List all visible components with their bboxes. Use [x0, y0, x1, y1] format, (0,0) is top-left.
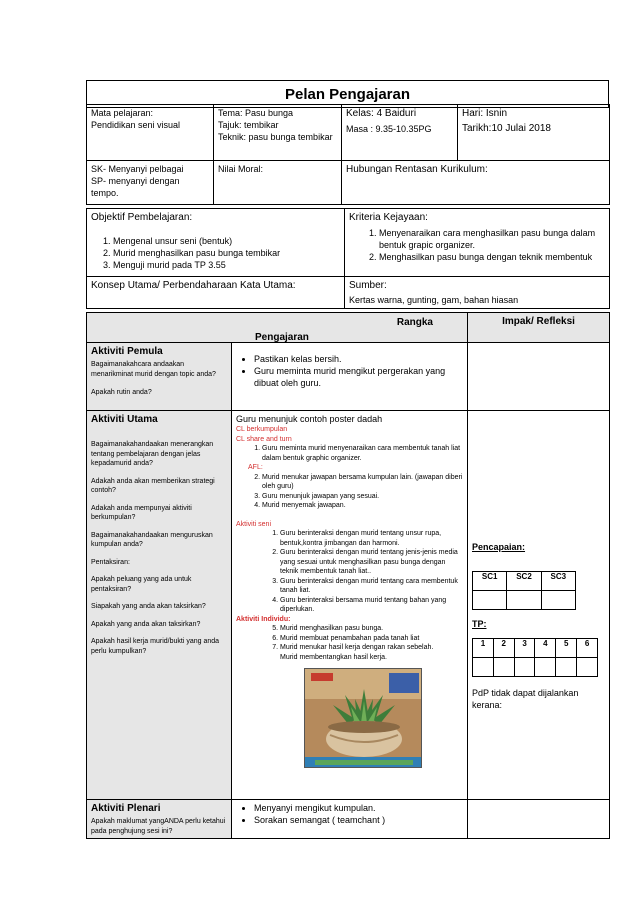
- steps-b-list: [236, 529, 463, 615]
- technique-text: Teknik: pasu bunga tembikar: [218, 132, 333, 142]
- pemula-question-2: Apakah rutin anda?: [91, 389, 152, 396]
- page-title: Pelan Pengajaran: [87, 81, 609, 108]
- list-item: 3. Menguji murid pada TP 3.55: [113, 259, 340, 271]
- impak-label: Impak/ Refleksi: [502, 316, 575, 327]
- date-text: Tarikh:10 Julai 2018: [462, 123, 551, 134]
- plenari-question: Apakah maklumat yangANDA perlu ketahui pada penghujung sesi ini?: [91, 818, 226, 835]
- tp-label: TP:: [472, 619, 487, 629]
- list-item: 2. Murid menukar jawapan bersama kumpulan lain. (jawapan diberi oleh guru): [262, 473, 463, 492]
- tp-checkbox[interactable]: [514, 658, 535, 677]
- list-item: 1. Mengenal unsur seni (bentuk): [113, 235, 340, 247]
- list-item: 6. Murid membuat penambahan pada tanah liat: [280, 634, 463, 644]
- list-item: 1. Guru berinteraksi dengan murid tentang unsur rupa, bentuk,kontra jimbangan dan harmoni.: [280, 529, 463, 548]
- sc-table: [472, 571, 576, 610]
- utama-content-cell: [232, 411, 468, 800]
- objectives-table: [86, 208, 610, 309]
- moral-value-cell: [214, 161, 342, 205]
- title-text: Tajuk: tembikar: [218, 120, 279, 130]
- moral-value-label: Nilai Moral:: [218, 164, 264, 174]
- pdp-note: PdP tidak dapat dijalankan kerana:: [472, 688, 579, 710]
- tp-checkbox[interactable]: [577, 658, 598, 677]
- pengajaran-label: Pengajaran: [255, 332, 309, 343]
- flower-pot-illustration: [305, 669, 422, 768]
- steps-a-list-cont: [236, 473, 463, 511]
- tp-cell: 2: [493, 639, 514, 658]
- rangka-header-cell: [87, 313, 468, 343]
- utama-question: Siapakah yang anda akan taksirkan?: [91, 603, 206, 610]
- sc-cell: SC1: [473, 572, 507, 591]
- source-value: Kertas warna, gunting, gam, bahan hiasan: [349, 295, 519, 305]
- individual-activity-label: Aktiviti Individu:: [236, 615, 291, 623]
- subject-cell: [87, 105, 214, 161]
- sp-text: SP- menyanyi dengan tempo.: [91, 176, 180, 198]
- plenari-content-cell: [232, 800, 468, 839]
- cross-curricular-label: Hubungan Rentasan Kurikulum:: [346, 164, 488, 175]
- plenari-left-cell: [87, 800, 232, 839]
- day-text: Hari: Isnin: [462, 108, 508, 119]
- sk-sp-cell: [87, 161, 214, 205]
- closing-step: Murid membentangkan hasil kerja.: [280, 653, 387, 661]
- list-item: 4. Guru berinteraksi bersama murid tentang bahan yang diperlukan.: [280, 596, 463, 615]
- steps-c-list: [236, 624, 463, 653]
- list-item: 1. Menyenaraikan cara menghasilkan pasu bunga dalam bentuk grapic organizer.: [379, 227, 605, 251]
- tp-checkbox[interactable]: [473, 658, 494, 677]
- class-text: Kelas: 4 Baiduri: [346, 108, 417, 119]
- source-label: Sumber:: [349, 280, 387, 291]
- list-item: 3. Guru menunjuk jawapan yang sesuai.: [262, 492, 463, 502]
- theme-text: Tema: Pasu bunga: [218, 108, 294, 118]
- objectives-cell: [87, 209, 345, 277]
- objectives-list: [91, 235, 340, 271]
- utama-question: Bagaimanakahandaakan menerangkan tentang pembelajaran dengan jelas kepadamurid anda?: [91, 441, 214, 467]
- plenari-reflection-cell: [468, 800, 610, 839]
- achievement-label: Pencapaian:: [472, 542, 526, 552]
- pemula-heading: Aktiviti Pemula: [91, 346, 163, 357]
- utama-heading: Aktiviti Utama: [91, 414, 158, 425]
- utama-intro: Guru menunjuk contoh poster dadah: [236, 414, 383, 424]
- impak-header-cell: [468, 313, 610, 343]
- list-item: • Menyanyi mengikut kumpulan.: [254, 802, 463, 814]
- cl-group-label: CL berkumpulan: [236, 426, 288, 433]
- subject-value: Pendidikan seni visual: [91, 120, 181, 130]
- utama-left-cell: [87, 411, 232, 800]
- source-cell: [345, 277, 610, 309]
- lesson-table: [86, 312, 610, 839]
- pemula-content-cell: [232, 343, 468, 411]
- criteria-cell: [345, 209, 610, 277]
- list-item: • Pastikan kelas bersih.: [254, 353, 463, 365]
- pemula-question-1: Bagaimanakahcara andaakan menarikminat murid dengan topic anda?: [91, 361, 216, 378]
- sc-checkbox[interactable]: [473, 591, 507, 610]
- tp-checkbox[interactable]: [493, 658, 514, 677]
- tp-checkbox[interactable]: [556, 658, 577, 677]
- utama-question: Apakah peluang yang ada untuk pentaksiran?: [91, 576, 192, 593]
- tp-cell: 4: [535, 639, 556, 658]
- steps-a-list: [236, 444, 463, 463]
- list-item: • Guru meminta murid mengikut pergerakan yang dibuat oleh guru.: [254, 365, 463, 389]
- sc-cell: SC2: [507, 572, 541, 591]
- criteria-heading: Kriteria Kejayaan:: [349, 212, 428, 223]
- utama-question: Bagaimanakahandaakan menguruskan kumpulan anda?: [91, 531, 213, 548]
- concept-label: Konsep Utama/ Perbendaharaan Kata Utama:: [91, 280, 296, 291]
- sk-text: SK- Menyanyi pelbagai: [91, 164, 184, 174]
- list-item: 3. Guru berinteraksi dengan murid tentang cara membentuk tanah liat.: [280, 577, 463, 596]
- time-text: Masa : 9.35-10.35PG: [346, 124, 432, 134]
- utama-question: Pentaksiran:: [91, 558, 130, 566]
- tp-cell: 3: [514, 639, 535, 658]
- art-activity-label: Aktiviti seni: [236, 520, 272, 528]
- list-item: 5. Murid menghasilkan pasu bunga.: [280, 624, 463, 634]
- rangka-label: Rangka: [396, 317, 433, 328]
- cross-curricular-cell: [342, 161, 610, 205]
- pemula-bullets: [236, 353, 463, 389]
- day-cell: [458, 105, 610, 161]
- objectives-heading: Objektif Pembelajaran:: [91, 212, 193, 223]
- utama-question: Adakah anda mempunyai aktiviti berkumpulan?: [91, 504, 192, 521]
- list-item: 1. Guru meminta murid menyenaraikan cara membentuk tanah liat dalam bentuk graphic organizer.: [262, 444, 463, 463]
- sc-cell: SC3: [541, 572, 575, 591]
- list-item: 2. Menghasilkan pasu bunga dengan teknik membentuk: [379, 251, 605, 263]
- afl-label: AFL:: [248, 464, 263, 471]
- tp-table: [472, 638, 598, 677]
- utama-reflection-cell: [468, 411, 610, 800]
- list-item: 7. Murid menukar hasil kerja dengan rakan sebelah.: [280, 643, 463, 653]
- concept-cell: [87, 277, 345, 309]
- criteria-list: [349, 227, 605, 263]
- sc-checkbox[interactable]: [507, 591, 541, 610]
- tp-cell: 5: [556, 639, 577, 658]
- header-table: [86, 104, 610, 205]
- tp-checkbox[interactable]: [535, 658, 556, 677]
- theme-cell: [214, 105, 342, 161]
- pemula-reflection-cell: [468, 343, 610, 411]
- utama-question: Adakah anda akan memberikan strategi contoh?: [91, 477, 215, 494]
- list-item: • Sorakan semangat ( teamchant ): [254, 814, 463, 826]
- tp-cell: 1: [473, 639, 494, 658]
- flower-pot-image: [304, 668, 422, 768]
- sc-checkbox[interactable]: [541, 591, 575, 610]
- tp-cell: 6: [577, 639, 598, 658]
- class-cell: [342, 105, 458, 161]
- list-item: 4. Murid menyemak jawapan.: [262, 501, 463, 511]
- cl-share-label: CL share and turn: [236, 435, 292, 443]
- subject-label: Mata pelajaran:: [91, 108, 154, 118]
- list-item: 2. Guru berinteraksi dengan murid tentang jenis-jenis media yang sesuai untuk menghasilkan pasu bunga dengan teknik membentuk tanah liat..: [280, 548, 463, 577]
- pemula-left-cell: [87, 343, 232, 411]
- plenari-heading: Aktiviti Plenari: [91, 803, 161, 814]
- plenari-bullets: [236, 802, 463, 826]
- utama-question: Apakah yang anda akan taksirkan?: [91, 620, 201, 628]
- utama-question: Apakah hasil kerja murid/bukti yang anda perlu kumpulkan?: [91, 638, 220, 655]
- list-item: 2. Murid menghasilkan pasu bunga tembikar: [113, 247, 340, 259]
